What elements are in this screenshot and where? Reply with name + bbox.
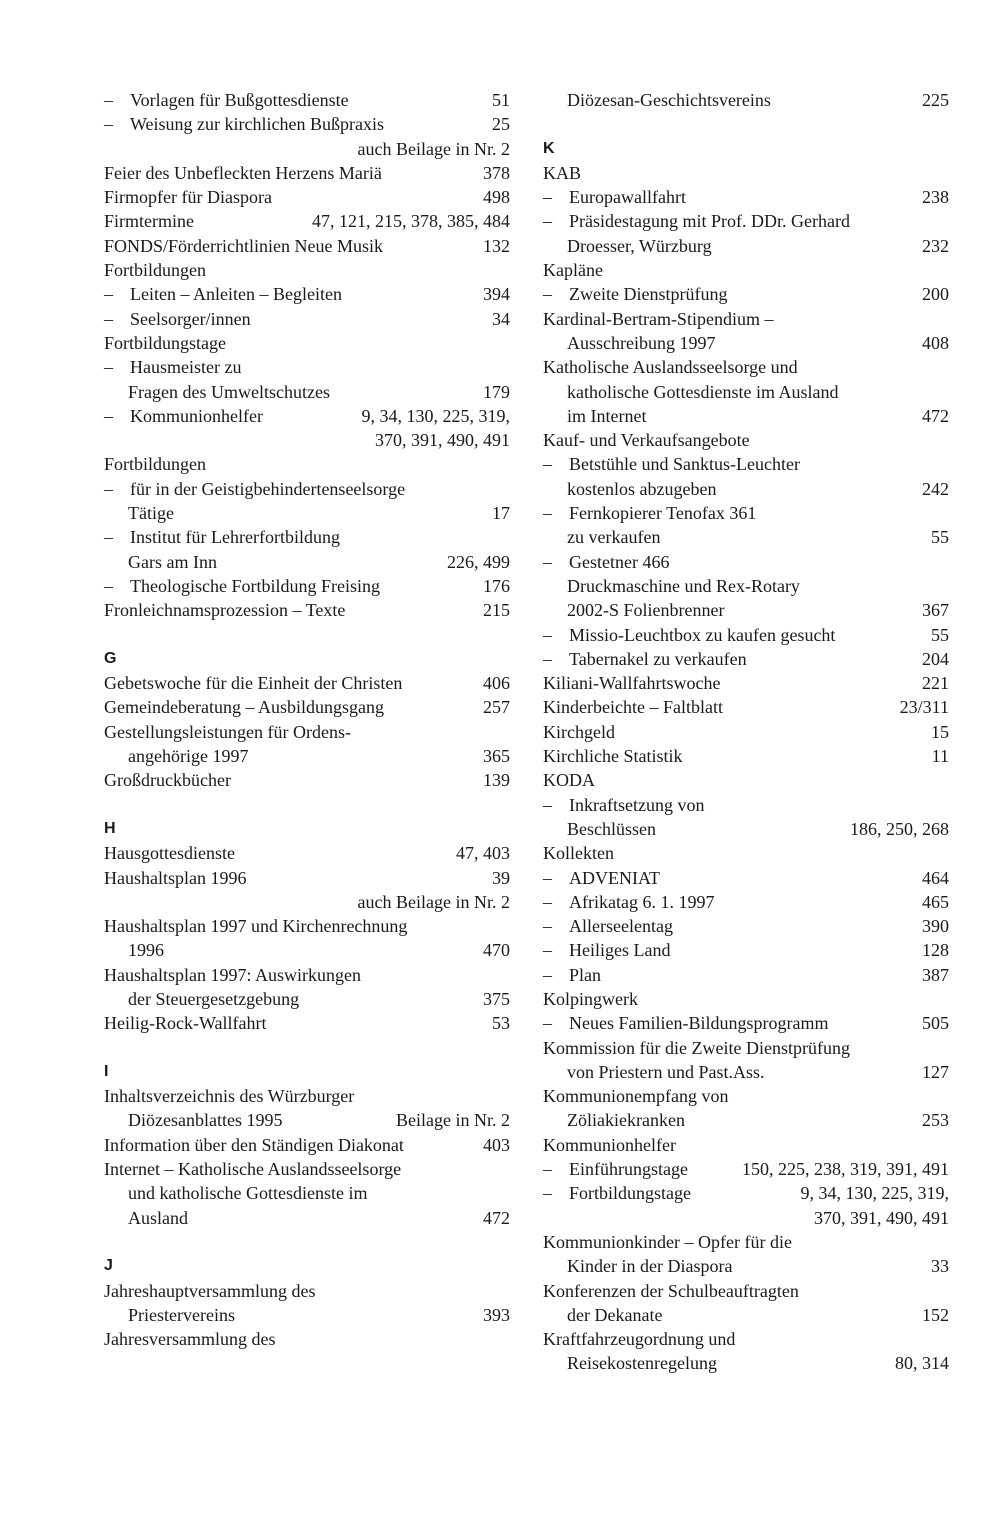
entry-term: KAB	[543, 162, 582, 183]
index-subentry	[543, 623, 949, 647]
entry-term: Internet – Katholische Auslandsseelsorge	[104, 1159, 402, 1180]
index-entry	[543, 258, 949, 282]
entry-pages: 221	[922, 673, 949, 694]
entry-term: Fernkopierer Tenofax 361	[569, 503, 757, 524]
dash-marker: –	[104, 308, 113, 329]
dash-marker: –	[543, 624, 552, 645]
entry-term: Leiten – Anleiten – Begleiten	[130, 284, 342, 305]
entry-term: Plan	[569, 964, 602, 985]
index-entry	[104, 185, 510, 209]
entry-pages: 179	[483, 381, 510, 402]
dash-marker: –	[543, 187, 552, 208]
dash-marker: –	[543, 503, 552, 524]
index-subentry	[104, 1206, 510, 1230]
section-gap	[104, 1230, 510, 1254]
entry-term: Gars am Inn	[128, 551, 217, 572]
dash-marker: –	[104, 114, 113, 135]
entry-pages: 406	[483, 673, 510, 694]
entry-term: Europawallfahrt	[569, 187, 686, 208]
index-entry	[104, 914, 510, 938]
index-subentry	[104, 307, 510, 331]
entry-term: Neues Familien-Bildungsprogramm	[569, 1013, 829, 1034]
entry-term: Jahresversammlung des	[104, 1329, 276, 1350]
entry-pages: 472	[483, 1207, 510, 1228]
entry-pages: 365	[483, 746, 510, 767]
entry-pages: 367	[922, 600, 949, 621]
entry-term: Fortbildungstage	[569, 1183, 691, 1204]
entry-term: angehörige 1997	[128, 746, 249, 767]
index-entry	[543, 1279, 949, 1303]
index-subentry	[543, 234, 949, 258]
entry-term: katholische Gottesdienste im Ausland	[567, 381, 839, 402]
entry-pages: 387	[922, 964, 949, 985]
dash-marker: –	[543, 891, 552, 912]
index-subentry	[104, 112, 510, 136]
entry-term: Kauf- und Verkaufsangebote	[543, 430, 750, 451]
index-subentry	[543, 185, 949, 209]
index-entry	[104, 866, 510, 890]
entry-term: Information über den Ständigen Diakonat	[104, 1134, 404, 1155]
entry-term: Katholische Auslandsseelsorge und	[543, 357, 798, 378]
index-entry	[104, 1327, 510, 1351]
entry-pages: 34	[492, 308, 510, 329]
entry-term: Fragen des Umweltschutzes	[128, 381, 330, 402]
index-subentry	[104, 1108, 510, 1132]
entry-pages: 80, 314	[895, 1353, 949, 1374]
section-letter: K	[543, 139, 555, 157]
index-subentry	[543, 598, 949, 622]
entry-term: und katholische Gottesdienste im	[128, 1183, 368, 1204]
entry-term: Zöliakiekranken	[567, 1110, 685, 1131]
entry-term: Gebetswoche für die Einheit der Christen	[104, 673, 403, 694]
index-subentry	[543, 1060, 949, 1084]
index-entry	[104, 161, 510, 185]
entry-term: Präsidestagung mit Prof. DDr. Gerhard	[569, 211, 850, 232]
entry-pages: 370, 391, 490, 491	[814, 1207, 949, 1228]
index-subentry	[104, 88, 510, 112]
entry-term: Allerseelentag	[569, 916, 673, 937]
entry-term: Afrikatag 6. 1. 1997	[569, 891, 715, 912]
entry-term: Hausmeister zu	[130, 357, 242, 378]
entry-pages: 11	[931, 746, 949, 767]
entry-term: Druckmaschine und Rex-Rotary	[567, 575, 800, 596]
index-subentry	[104, 1303, 510, 1327]
entry-pages: 39	[492, 867, 510, 888]
entry-pages: 55	[931, 624, 949, 645]
entry-term: Konferenzen der Schulbeauftragten	[543, 1280, 799, 1301]
entry-term: 2002-S Folienbrenner	[567, 600, 725, 621]
entry-term: Haushaltsplan 1996	[104, 867, 247, 888]
index-entry	[543, 1084, 949, 1108]
index-entry	[543, 841, 949, 865]
entry-term: Theologische Fortbildung Freising	[130, 575, 380, 596]
entry-pages: 128	[922, 940, 949, 961]
dash-marker: –	[543, 916, 552, 937]
index-subentry	[543, 817, 949, 841]
entry-term: Diözesanblattes 1995	[128, 1110, 283, 1131]
entry-pages: 186, 250, 268	[850, 818, 949, 839]
index-subentry	[543, 890, 949, 914]
entry-pages: 403	[483, 1134, 510, 1155]
section-gap	[104, 793, 510, 817]
entry-pages: auch Beilage in Nr. 2	[357, 138, 510, 159]
entry-pages: 238	[922, 187, 949, 208]
entry-term: Kiliani-Wallfahrtswoche	[543, 673, 721, 694]
index-column-left	[104, 88, 510, 1351]
entry-pages: 152	[922, 1304, 949, 1325]
entry-term: 1996	[128, 940, 164, 961]
index-subentry	[543, 331, 949, 355]
entry-pages: 150, 225, 238, 319, 391, 491	[742, 1159, 949, 1180]
entry-pages: 176	[483, 575, 510, 596]
index-entry	[543, 987, 949, 1011]
entry-term: Großdruckbücher	[104, 770, 231, 791]
entry-pages: 51	[492, 90, 510, 110]
index-column-right	[543, 88, 949, 1376]
entry-term: Kommunionkinder – Opfer für die	[543, 1231, 792, 1252]
entry-term: Ausschreibung 1997	[567, 332, 716, 353]
index-subentry	[543, 938, 949, 962]
index-subentry	[543, 914, 949, 938]
index-entry	[104, 1133, 510, 1157]
dash-marker: –	[543, 211, 552, 232]
index-subentry	[543, 88, 949, 112]
entry-term: Missio-Leuchtbox zu kaufen gesucht	[569, 624, 836, 645]
index-subentry	[104, 428, 510, 452]
entry-term: Kolpingwerk	[543, 988, 638, 1009]
index-subentry	[104, 744, 510, 768]
index-entry	[104, 1084, 510, 1108]
dash-marker: –	[104, 478, 113, 499]
entry-pages: 127	[922, 1061, 949, 1082]
entry-term: Kirchgeld	[543, 721, 615, 742]
index-subentry	[104, 574, 510, 598]
index-entry	[543, 695, 949, 719]
entry-term: Beschlüssen	[567, 818, 656, 839]
entry-term: Priestervereins	[128, 1304, 235, 1325]
entry-term: Fortbildungstage	[104, 332, 226, 353]
section-gap	[543, 112, 949, 136]
index-subentry	[104, 938, 510, 962]
entry-pages: 370, 391, 490, 491	[375, 430, 510, 451]
entry-pages: auch Beilage in Nr. 2	[357, 891, 510, 912]
entry-term: Diözesan-Geschichtsvereins	[567, 90, 771, 110]
dash-marker: –	[543, 1013, 552, 1034]
entry-pages: 225	[922, 90, 949, 110]
section-letter: H	[104, 819, 116, 837]
index-subentry	[543, 1254, 949, 1278]
entry-term: kostenlos abzugeben	[567, 478, 717, 499]
entry-term: Einführungstage	[569, 1159, 688, 1180]
entry-term: Seelsorger/innen	[130, 308, 251, 329]
entry-pages: 242	[922, 478, 949, 499]
index-subentry	[543, 282, 949, 306]
entry-term: Kinder in der Diaspora	[567, 1256, 733, 1277]
section-letter: I	[104, 1062, 109, 1080]
entry-term: Reisekostenregelung	[567, 1353, 717, 1374]
entry-term: Gestetner 466	[569, 551, 670, 572]
entry-term: Firmopfer für Diaspora	[104, 187, 272, 208]
index-entry	[104, 720, 510, 744]
index-subentry	[543, 1157, 949, 1181]
entry-term: Inkraftsetzung von	[569, 794, 705, 815]
dash-marker: –	[543, 551, 552, 572]
entry-pages: 394	[483, 284, 510, 305]
entry-term: FONDS/Förderrichtlinien Neue Musik	[104, 235, 383, 256]
index-entry	[104, 234, 510, 258]
entry-pages: 215	[483, 600, 510, 621]
entry-term: Droesser, Würzburg	[567, 235, 712, 256]
entry-pages: 378	[483, 162, 510, 183]
index-entry	[543, 671, 949, 695]
index-subentry	[543, 963, 949, 987]
section-gap	[104, 1036, 510, 1060]
dash-marker: –	[543, 454, 552, 475]
index-subentry	[104, 890, 510, 914]
entry-pages: 470	[483, 940, 510, 961]
entry-term: Firmtermine	[104, 211, 194, 232]
entry-term: der Dekanate	[567, 1304, 663, 1325]
index-entry	[104, 598, 510, 622]
entry-term: Gestellungsleistungen für Ordens-	[104, 721, 351, 742]
index-entry	[543, 720, 949, 744]
index-subentry	[543, 1206, 949, 1230]
dash-marker: –	[104, 575, 113, 596]
entry-term: für in der Geistigbehindertenseelsorge	[130, 478, 406, 499]
index-subentry	[543, 866, 949, 890]
index-subentry	[104, 525, 510, 549]
index-entry	[543, 161, 949, 185]
entry-term: Heiliges Land	[569, 940, 671, 961]
index-subentry	[543, 1303, 949, 1327]
index-subentry	[543, 404, 949, 428]
entry-pages: 408	[922, 332, 949, 353]
entry-pages: 393	[483, 1304, 510, 1325]
index-entry	[543, 355, 949, 379]
entry-pages: 15	[931, 721, 949, 742]
dash-marker: –	[104, 90, 113, 110]
entry-term: zu verkaufen	[567, 527, 661, 548]
entry-pages: 204	[922, 648, 949, 669]
entry-pages: 9, 34, 130, 225, 319,	[800, 1183, 949, 1204]
entry-pages: 9, 34, 130, 225, 319,	[361, 405, 510, 426]
index-entry	[104, 963, 510, 987]
entry-term: Jahreshauptversammlung des	[104, 1280, 316, 1301]
index-entry	[104, 695, 510, 719]
index-entry	[104, 209, 510, 233]
entry-pages: 55	[931, 527, 949, 548]
entry-term: Kommission für die Zweite Dienstprüfung	[543, 1037, 850, 1058]
entry-term: Kollekten	[543, 843, 614, 864]
section-letter: G	[104, 649, 117, 667]
index-subentry	[104, 137, 510, 161]
index-entry	[543, 1230, 949, 1254]
index-subentry	[104, 550, 510, 574]
index-subentry	[104, 282, 510, 306]
entry-term: der Steuergesetzgebung	[128, 988, 300, 1009]
index-entry	[543, 1133, 949, 1157]
entry-term: Haushaltsplan 1997: Auswirkungen	[104, 964, 361, 985]
entry-pages: 498	[483, 187, 510, 208]
index-subentry	[543, 574, 949, 598]
dash-marker: –	[104, 405, 113, 426]
index-subentry	[543, 550, 949, 574]
index-subentry	[543, 1108, 949, 1132]
section-letter: J	[104, 1257, 113, 1275]
entry-term: Fortbildungen	[104, 454, 206, 475]
index-subentry	[104, 380, 510, 404]
entry-term: Kapläne	[543, 260, 603, 281]
index-subentry	[543, 1351, 949, 1375]
index-entry	[543, 428, 949, 452]
entry-term: Fortbildungen	[104, 260, 206, 281]
entry-term: Kardinal-Bertram-Stipendium –	[543, 308, 774, 329]
entry-term: Inhaltsverzeichnis des Würzburger	[104, 1086, 355, 1107]
entry-pages: 257	[483, 697, 510, 718]
entry-term: Ausland	[128, 1207, 188, 1228]
entry-pages: 47, 403	[456, 843, 510, 864]
entry-pages: 33	[931, 1256, 949, 1277]
dash-marker: –	[543, 1159, 552, 1180]
index-entry	[543, 744, 949, 768]
index-entry	[104, 452, 510, 476]
index-subentry	[543, 501, 949, 525]
index-entry	[543, 1327, 949, 1351]
dash-marker: –	[543, 1183, 552, 1204]
index-subentry	[543, 1181, 949, 1205]
entry-term: von Priestern und Past.Ass.	[567, 1061, 765, 1082]
entry-pages: 53	[492, 1013, 510, 1034]
index-entry	[104, 1011, 510, 1035]
index-subentry	[543, 1011, 949, 1035]
index-entry	[104, 841, 510, 865]
entry-pages: 465	[922, 891, 949, 912]
entry-pages: 472	[922, 405, 949, 426]
index-entry	[543, 1036, 949, 1060]
index-subentry	[543, 477, 949, 501]
index-subentry	[543, 525, 949, 549]
entry-pages: Beilage in Nr. 2	[396, 1110, 510, 1131]
entry-pages: 375	[483, 988, 510, 1009]
entry-pages: 17	[492, 503, 510, 524]
index-entry	[104, 1157, 510, 1181]
index-entry	[543, 307, 949, 331]
index-entry	[104, 1279, 510, 1303]
dash-marker: –	[543, 794, 552, 815]
entry-pages: 139	[483, 770, 510, 791]
index-entry	[104, 768, 510, 792]
dash-marker: –	[543, 867, 552, 888]
index-subentry	[543, 793, 949, 817]
entry-term: Kommunionhelfer	[543, 1134, 676, 1155]
entry-pages: 232	[922, 235, 949, 256]
entry-term: Vorlagen für Bußgottesdienste	[130, 90, 349, 110]
entry-term: Betstühle und Sanktus-Leuchter	[569, 454, 800, 475]
index-subentry	[104, 987, 510, 1011]
dash-marker: –	[104, 357, 113, 378]
index-entry	[104, 671, 510, 695]
entry-term: Kommunionempfang von	[543, 1086, 729, 1107]
entry-term: ADVENIAT	[569, 867, 660, 888]
entry-pages: 132	[483, 235, 510, 256]
entry-term: Gemeindeberatung – Ausbildungsgang	[104, 697, 384, 718]
entry-term: Kinderbeichte – Faltblatt	[543, 697, 723, 718]
dash-marker: –	[543, 940, 552, 961]
index-subentry	[543, 452, 949, 476]
entry-term: Kirchliche Statistik	[543, 746, 683, 767]
entry-term: Zweite Dienstprüfung	[569, 284, 728, 305]
dash-marker: –	[104, 527, 113, 548]
entry-pages: 25	[492, 114, 510, 135]
entry-pages: 47, 121, 215, 378, 385, 484	[312, 211, 510, 232]
entry-pages: 464	[922, 867, 949, 888]
index-entry	[104, 258, 510, 282]
index-entry	[104, 331, 510, 355]
entry-term: Hausgottesdienste	[104, 843, 235, 864]
dash-marker: –	[543, 648, 552, 669]
entry-term: Institut für Lehrerfortbildung	[130, 527, 340, 548]
index-subentry	[543, 209, 949, 233]
index-subentry	[104, 1181, 510, 1205]
entry-term: Haushaltsplan 1997 und Kirchenrechnung	[104, 916, 408, 937]
index-subentry	[104, 477, 510, 501]
entry-term: Kraftfahrzeugordnung und	[543, 1329, 736, 1350]
index-subentry	[104, 355, 510, 379]
dash-marker: –	[104, 284, 113, 305]
entry-pages: 253	[922, 1110, 949, 1131]
index-entry	[543, 768, 949, 792]
entry-pages: 390	[922, 916, 949, 937]
entry-term: im Internet	[567, 405, 647, 426]
entry-term: Kommunionhelfer	[130, 405, 263, 426]
section-gap	[104, 623, 510, 647]
entry-term: KODA	[543, 770, 595, 791]
entry-term: Tätige	[128, 503, 174, 524]
entry-term: Fronleichnamsprozession – Texte	[104, 600, 346, 621]
dash-marker: –	[543, 964, 552, 985]
entry-term: Heilig-Rock-Wallfahrt	[104, 1013, 267, 1034]
entry-term: Weisung zur kirchlichen Bußpraxis	[130, 114, 384, 135]
index-subentry	[543, 647, 949, 671]
index-subentry	[543, 380, 949, 404]
entry-pages: 200	[922, 284, 949, 305]
entry-term: Tabernakel zu verkaufen	[569, 648, 747, 669]
entry-term: Feier des Unbefleckten Herzens Mariä	[104, 162, 382, 183]
entry-pages: 23/311	[899, 697, 949, 718]
index-subentry	[104, 501, 510, 525]
index-subentry	[104, 404, 510, 428]
entry-pages: 226, 499	[447, 551, 510, 572]
dash-marker: –	[543, 284, 552, 305]
entry-pages: 505	[922, 1013, 949, 1034]
